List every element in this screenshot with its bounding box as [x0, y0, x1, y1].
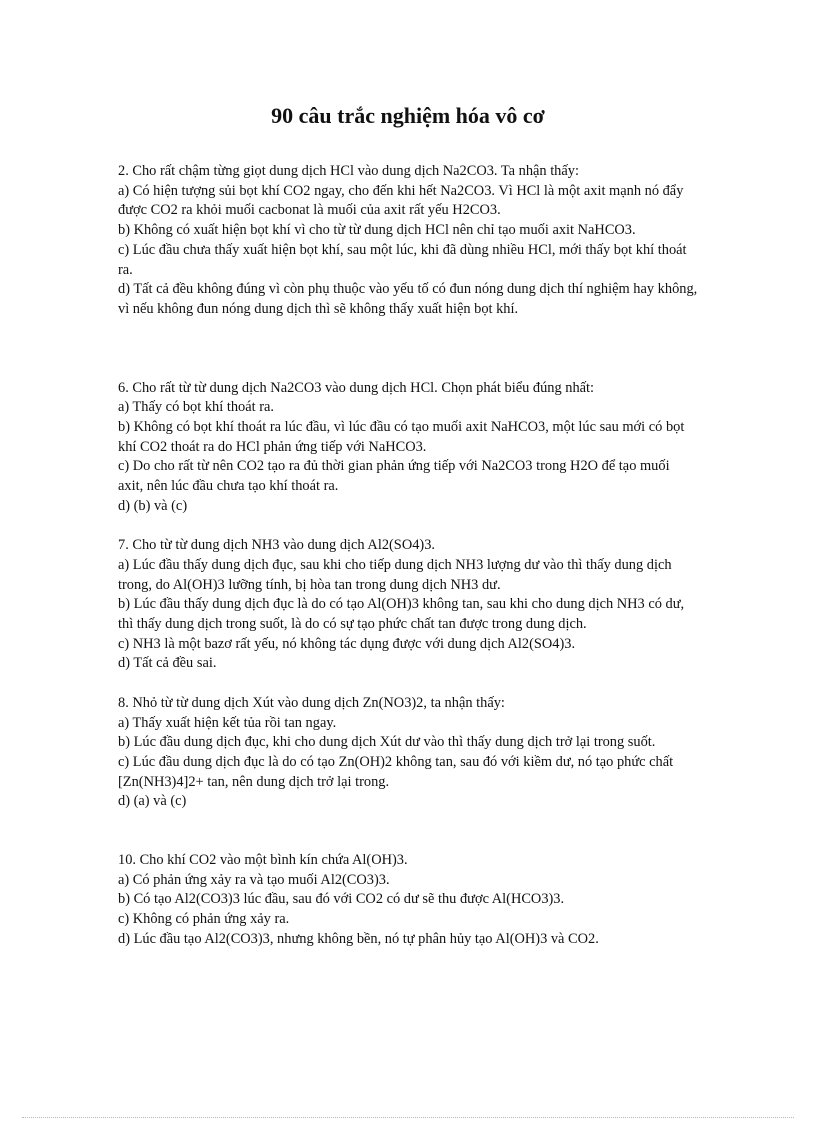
page-bottom-border	[22, 1117, 794, 1118]
option-d: d) (a) và (c)	[118, 793, 187, 810]
option-a: a) Lúc đầu thấy dung dịch đục, sau khi cho tiếp dung dịch NH3 lượng dư vào thì thấy dung dịch trong, do Al(OH)3 lưỡng tính, bị hòa tan trong dung dịch NH3 dư.	[118, 556, 672, 593]
option-b: b) Lúc đầu dung dịch đục, khi cho dung dịch Xút dư vào thì thấy dung dịch trở lại trong suốt.	[118, 734, 656, 751]
question-7	[118, 536, 698, 674]
option-d: d) Tất cả đều không đúng vì còn phụ thuộc vào yếu tố có đun nóng dung dịch thí nghiệm hay không, vì nếu không đun nóng dung dịch thì sẽ không thấy xuất hiện bọt khí.	[118, 281, 698, 317]
document-title: 90 câu trắc nghiệm hóa vô cơ	[271, 103, 545, 128]
question-stem: 2. Cho rất chậm từng giọt dung dịch HCl vào dung dịch Na2CO3. Ta nhận thấy:	[118, 163, 579, 179]
question-6	[118, 379, 698, 517]
option-a: a) Có phản ứng xảy ra và tạo muối Al2(CO3)3.	[118, 871, 390, 888]
option-c: c) Lúc đầu dung dịch đục là do có tạo Zn(OH)2 không tan, sau đó với kiềm dư, nó tạo phức chất [Zn(NH3)4]2+ tan, nên dung dịch trở lại trong.	[118, 753, 674, 790]
option-b: b) Không có bọt khí thoát ra lúc đầu, vì lúc đầu có tạo muối axit NaHCO3, một lúc sau mới có bọt khí CO2 thoát ra do HCl phản ứng tiếp với NaHCO3.	[118, 419, 685, 455]
question-2	[118, 162, 698, 320]
question-stem: 6. Cho rất từ từ dung dịch Na2CO3 vào dung dịch HCl. Chọn phát biểu đúng nhất:	[118, 379, 595, 396]
question-stem: 8. Nhỏ từ từ dung dịch Xút vào dung dịch Zn(NO3)2, ta nhận thấy:	[118, 694, 505, 711]
option-b: b) Lúc đầu thấy dung dịch đục là do có tạo Al(OH)3 không tan, sau khi cho dung dịch NH3 có dư, thì thấy dung dịch trong suốt, là do có sự tạo phức chất tan được trong dung dịch.	[118, 596, 685, 633]
question-8	[118, 694, 698, 812]
option-d: d) Tất cả đều sai.	[118, 655, 217, 672]
option-a: a) Thấy xuất hiện kết tủa rồi tan ngay.	[118, 714, 337, 731]
option-b: b) Có tạo Al2(CO3)3 lúc đầu, sau đó với CO2 có dư sẽ thu được Al(HCO3)3.	[118, 891, 565, 908]
option-a: a) Có hiện tượng sủi bọt khí CO2 ngay, cho đến khi hết Na2CO3. Vì HCl là một axit mạnh nó đẩy được CO2 ra khỏi muối cacbonat là muối của axit rất yếu H2CO3.	[118, 182, 684, 219]
option-c: c) Lúc đầu chưa thấy xuất hiện bọt khí, sau một lúc, khi đã dùng nhiều HCl, mới thấy bọt khí thoát ra.	[118, 241, 687, 278]
question-list	[118, 162, 698, 950]
question-stem: 10. Cho khí CO2 vào một bình kín chứa Al(OH)3.	[118, 852, 408, 869]
option-a: a) Thấy có bọt khí thoát ra.	[118, 399, 274, 416]
question-stem: 7. Cho từ từ dung dịch NH3 vào dung dịch Al2(SO4)3.	[118, 537, 435, 554]
option-c: c) Không có phản ứng xảy ra.	[118, 911, 290, 928]
option-d: d) (b) và (c)	[118, 497, 188, 514]
question-10	[118, 851, 698, 950]
option-c: c) Do cho rất từ nên CO2 tạo ra đủ thời gian phản ứng tiếp với Na2CO3 trong H2O để tạo muối axit, nên lúc đầu chưa tạo khí thoát ra.	[118, 458, 670, 495]
option-c: c) NH3 là một bazơ rất yếu, nó không tác dụng được với dung dịch Al2(SO4)3.	[118, 635, 576, 652]
option-d: d) Lúc đầu tạo Al2(CO3)3, nhưng không bền, nó tự phân hủy tạo Al(OH)3 và CO2.	[118, 930, 599, 947]
option-b: b) Không có xuất hiện bọt khí vì cho từ từ dung dịch HCl nên chỉ tạo muối axit NaHCO3.	[118, 222, 636, 239]
